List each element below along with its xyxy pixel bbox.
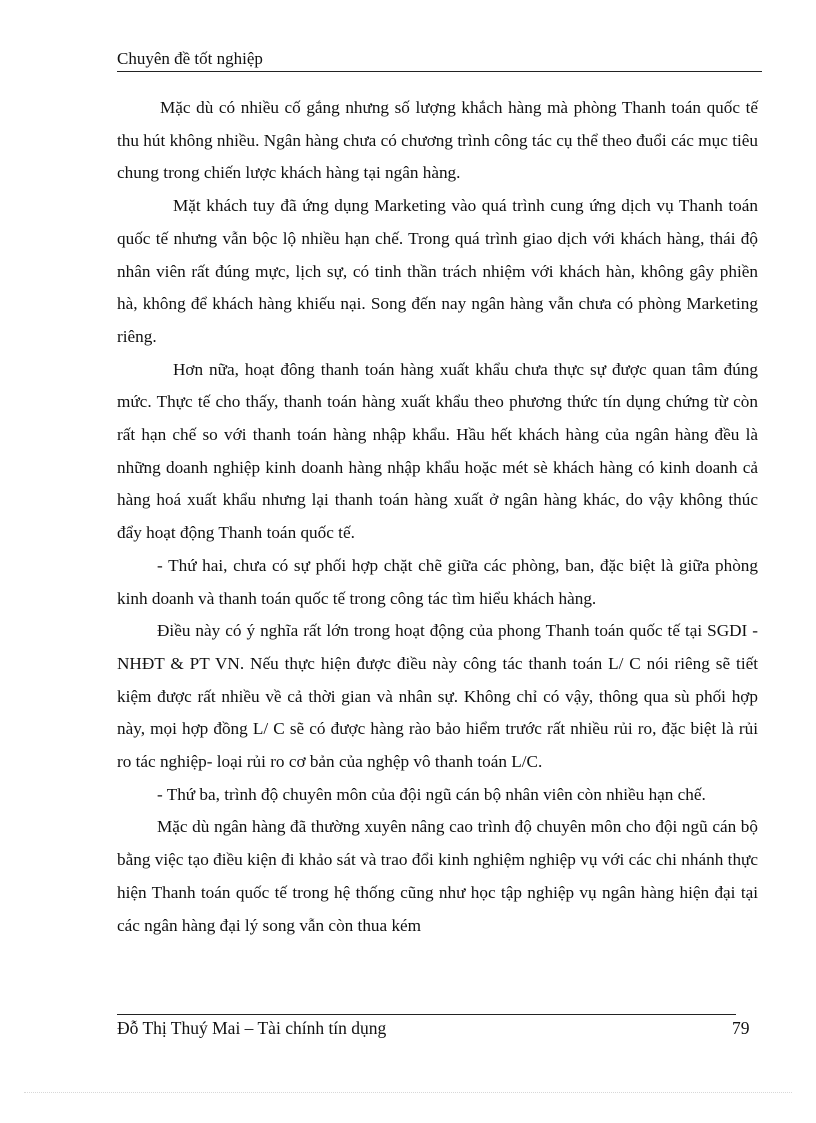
paragraph-customer-attraction: Mặc dù có nhiều cố gắng nhưng số lượng khắch hàng mà phòng Thanh toán quốc tế thu hút không nhiều. Ngân hàng chưa có chương trình công tác cụ thể theo đuổi các mục tiêu chung trong chiến lược khách hàng tại ngân hàng. <box>117 98 758 183</box>
footer-author: Đỗ Thị Thuý Mai – Tài chính tín dụng <box>117 1018 387 1038</box>
paragraph-second-point: - Thứ hai, chưa có sự phối hợp chặt chẽ giữa các phòng, ban, đặc biệt là giữa phòng kinh doanh và thanh toán quốc tế trong công tác tìm hiểu khách hàng. <box>117 555 758 608</box>
paragraph-export-payment: Hơn nữa, hoạt đông thanh toán hàng xuất khẩu chưa thực sự được quan tâm đúng mức. Thực tế cho thấy, thanh toán hàng xuất khẩu theo phương thức tín dụng chứng từ còn rất hạn chế so với thanh toán hàng nhập khẩu. Hầu hết khách hàng của ngân hàng đều là những doanh nghiệp kinh doanh hàng nhập khẩu hoặc mét sè khách hàng có kinh doanh cả hàng hoá xuất khẩu nhưng lại thanh toán hàng xuất ở ngân hàng khác, do vậy không thúc đẩy hoạt động Thanh toán quốc tế. <box>117 359 758 543</box>
running-header: Chuyên đề tốt nghiệp <box>117 49 263 68</box>
header-divider <box>117 71 762 72</box>
body-text <box>117 92 758 942</box>
paragraph-marketing: Mặt khách tuy đã ứng dụng Marketing vào quá trình cung ứng dịch vụ Thanh toán quốc tế nhưng vẫn bộc lộ nhiều hạn chế. Trong quá trình giao dịch với khách hàng, thái độ nhân viên rất đúng mực, lịch sự, có tinh thần trách nhiệm với khách hàn, không gây phiền hà, không để khách hàng khiếu nại. Song đến nay ngân hàng vẫn chưa có phòng Marketing riêng. <box>117 196 758 346</box>
paragraph-coordination-meaning: Điều này có ý nghĩa rất lớn trong hoạt động của phong Thanh toán quốc tế tại SGDI - NHĐT & PT VN. Nếu thực hiện được điều này công tác thanh toán L/ C nói riêng sẽ tiết kiệm được rất nhiều về cả thời gian và nhân sự. Không chỉ có vậy, thông qua sù phối hợp này, mọi hợp đồng L/ C sẽ có được hàng rào bảo hiểm trước rất nhiều rủi ro, đặc biệt là rủi ro tác nghiệp- loại rủi ro cơ bản của nghệp vô thanh toán L/C. <box>117 621 758 772</box>
paragraph-training: Mặc dù ngân hàng đã thường xuyên nâng cao trình độ chuyên môn cho đội ngũ cán bộ bằng việc tạo điều kiện đi khảo sát và trao đổi kinh nghiệm nghiệp vụ với các chi nhánh thực hiện Thanh toán quốc tế trong hệ thống cũng như học tập nghiệp vụ ngân hàng hiện đại tại các ngân hàng đại lý song vẫn còn thua kém <box>117 817 758 935</box>
page-number: 79 <box>732 1018 750 1038</box>
page-bottom-edge <box>24 1092 792 1093</box>
paragraph-third-point: - Thứ ba, trình độ chuyên môn của đội ngũ cán bộ nhân viên còn nhiều hạn chế. <box>157 784 706 804</box>
footer-divider <box>117 1014 736 1015</box>
